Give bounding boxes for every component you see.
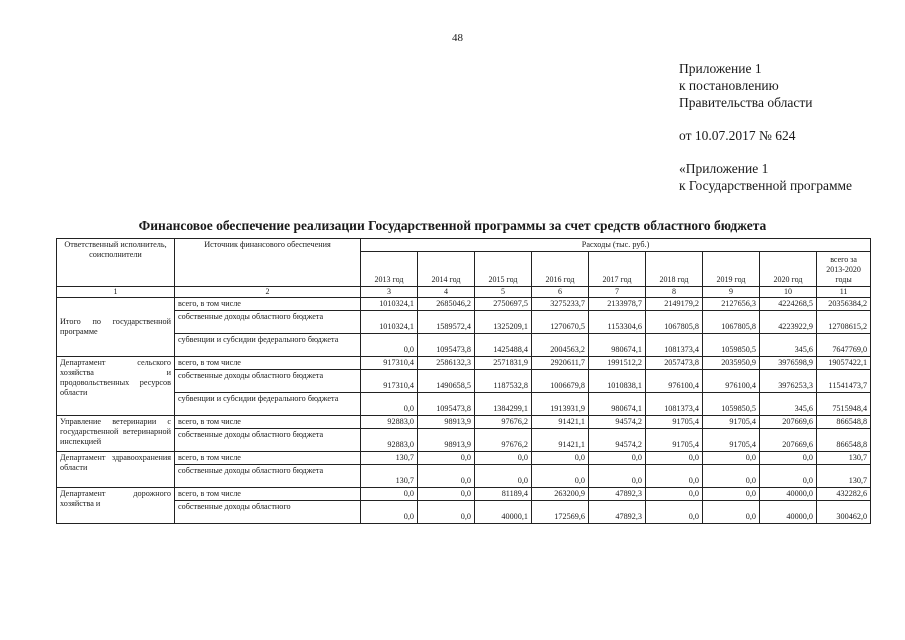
value-cell: 1425488,4 (475, 334, 532, 357)
value-cell: 2057473,8 (646, 357, 703, 370)
value-cell: 0,0 (532, 465, 589, 488)
value-cell: 1010324,1 (361, 298, 418, 311)
value-cell: 1325209,1 (475, 311, 532, 334)
value-cell: 92883,0 (361, 416, 418, 429)
table-row (57, 334, 871, 357)
source-cell: субвенции и субсидии федерального бюджета (175, 334, 361, 357)
value-cell: 2035950,9 (703, 357, 760, 370)
column-index: 9 (703, 287, 760, 298)
value-cell: 2920611,7 (532, 357, 589, 370)
program-appendix (679, 160, 852, 194)
header-year: 2016 год (532, 252, 589, 287)
header-year: 2013 год (361, 252, 418, 287)
column-index: 5 (475, 287, 532, 298)
resolution-date: от 10.07.2017 № 624 (679, 128, 796, 143)
value-cell: 0,0 (703, 488, 760, 501)
value-cell: 0,0 (361, 334, 418, 357)
value-cell: 2685046,2 (418, 298, 475, 311)
value-cell: 40000,0 (760, 501, 817, 524)
value-cell: 91705,4 (646, 416, 703, 429)
value-cell: 917310,4 (361, 357, 418, 370)
value-cell: 0,0 (418, 488, 475, 501)
column-index: 10 (760, 287, 817, 298)
header-expenses: Расходы (тыс. руб.) (361, 239, 871, 252)
appendix-line: к постановлению (679, 78, 779, 93)
document-title: Финансовое обеспечение реализации Государственной программы за счет средств областного бюджета (138, 218, 767, 233)
appendix-line: «Приложение 1 (679, 161, 769, 176)
source-cell: собственные доходы областного бюджета (175, 370, 361, 393)
value-cell: 1067805,8 (703, 311, 760, 334)
total-cell: 11541473,7 (817, 370, 871, 393)
total-cell: 130,7 (817, 465, 871, 488)
column-index: 2 (175, 287, 361, 298)
value-cell: 3976598,9 (760, 357, 817, 370)
value-cell: 1067805,8 (646, 311, 703, 334)
value-cell: 98913,9 (418, 416, 475, 429)
value-cell: 2004563,2 (532, 334, 589, 357)
header-year: 2019 год (703, 252, 760, 287)
value-cell: 97676,2 (475, 429, 532, 452)
value-cell: 980674,1 (589, 393, 646, 416)
value-cell: 1059850,5 (703, 393, 760, 416)
value-cell: 2133978,7 (589, 298, 646, 311)
header-year: 2020 год (760, 252, 817, 287)
value-cell: 92883,0 (361, 429, 418, 452)
value-cell: 91705,4 (646, 429, 703, 452)
header-source: Источник финансового обеспечения (175, 239, 361, 287)
value-cell: 4224268,5 (760, 298, 817, 311)
total-cell: 300462,0 (817, 501, 871, 524)
table-row (57, 429, 871, 452)
total-cell: 432282,6 (817, 488, 871, 501)
value-cell: 91421,1 (532, 416, 589, 429)
total-cell: 19057422,1 (817, 357, 871, 370)
value-cell: 94574,2 (589, 429, 646, 452)
value-cell: 0,0 (361, 501, 418, 524)
value-cell: 1490658,5 (418, 370, 475, 393)
financing-table (56, 238, 871, 524)
value-cell: 1589572,4 (418, 311, 475, 334)
source-cell: всего, в том числе (175, 357, 361, 370)
value-cell: 1010838,1 (589, 370, 646, 393)
value-cell: 98913,9 (418, 429, 475, 452)
value-cell: 40000,0 (760, 488, 817, 501)
column-index: 1 (57, 287, 175, 298)
source-cell: всего, в том числе (175, 488, 361, 501)
source-cell: собственные доходы областного бюджета (175, 429, 361, 452)
source-cell: собственные доходы областного бюджета (175, 465, 361, 488)
value-cell: 980674,1 (589, 334, 646, 357)
value-cell: 1059850,5 (703, 334, 760, 357)
value-cell: 0,0 (361, 488, 418, 501)
table-row (57, 298, 871, 311)
value-cell: 130,7 (361, 465, 418, 488)
source-cell: всего, в том числе (175, 452, 361, 465)
value-cell: 0,0 (760, 452, 817, 465)
column-index: 4 (418, 287, 475, 298)
header-year: 2015 год (475, 252, 532, 287)
total-cell: 866548,8 (817, 429, 871, 452)
value-cell: 0,0 (760, 465, 817, 488)
value-cell: 94574,2 (589, 416, 646, 429)
value-cell: 0,0 (646, 452, 703, 465)
total-cell: 866548,8 (817, 416, 871, 429)
column-index: 6 (532, 287, 589, 298)
value-cell: 97676,2 (475, 416, 532, 429)
value-cell: 40000,1 (475, 501, 532, 524)
table-row (57, 465, 871, 488)
value-cell: 1095473,8 (418, 334, 475, 357)
value-cell: 0,0 (646, 501, 703, 524)
value-cell: 2127656,3 (703, 298, 760, 311)
executor-cell: Департамент здравоохранения области (57, 452, 175, 488)
value-cell: 4223922,9 (760, 311, 817, 334)
value-cell: 0,0 (475, 452, 532, 465)
value-cell: 1913931,9 (532, 393, 589, 416)
value-cell: 0,0 (418, 465, 475, 488)
appendix-line: к Государственной программе (679, 178, 853, 193)
header-executor: Ответственный исполнитель, соисполнители (57, 239, 175, 287)
value-cell: 0,0 (703, 452, 760, 465)
value-cell: 1081373,4 (646, 393, 703, 416)
value-cell: 2750697,5 (475, 298, 532, 311)
table-row (57, 452, 871, 465)
value-cell: 263200,9 (532, 488, 589, 501)
value-cell: 1270670,5 (532, 311, 589, 334)
value-cell: 3275233,7 (532, 298, 589, 311)
source-cell: всего, в том числе (175, 298, 361, 311)
value-cell: 0,0 (589, 452, 646, 465)
value-cell: 0,0 (589, 465, 646, 488)
table-row (57, 501, 871, 524)
value-cell: 207669,6 (760, 429, 817, 452)
value-cell: 1095473,8 (418, 393, 475, 416)
header-year: 2014 год (418, 252, 475, 287)
executor-cell: Итого по государственной программе (57, 298, 175, 357)
value-cell: 345,6 (760, 334, 817, 357)
total-cell: 12708615,2 (817, 311, 871, 334)
appendix-header (679, 60, 812, 111)
value-cell: 0,0 (475, 465, 532, 488)
value-cell: 130,7 (361, 452, 418, 465)
source-cell: всего, в том числе (175, 416, 361, 429)
value-cell: 2149179,2 (646, 298, 703, 311)
value-cell: 917310,4 (361, 370, 418, 393)
source-cell: собственные доходы областного (175, 501, 361, 524)
source-cell: собственные доходы областного бюджета (175, 311, 361, 334)
value-cell: 0,0 (646, 465, 703, 488)
page-number: 48 (452, 32, 463, 44)
value-cell: 1384299,1 (475, 393, 532, 416)
value-cell: 47892,3 (589, 501, 646, 524)
value-cell: 2586132,3 (418, 357, 475, 370)
value-cell: 1006679,8 (532, 370, 589, 393)
table-row (57, 370, 871, 393)
value-cell: 0,0 (646, 488, 703, 501)
table-row (57, 488, 871, 501)
header-year: 2018 год (646, 252, 703, 287)
value-cell: 1991512,2 (589, 357, 646, 370)
total-cell: 7647769,0 (817, 334, 871, 357)
column-index: 3 (361, 287, 418, 298)
value-cell: 81189,4 (475, 488, 532, 501)
executor-cell: Управление ветеринарии с государственной ветеринарной инспекцией (57, 416, 175, 452)
value-cell: 91705,4 (703, 416, 760, 429)
value-cell: 172569,6 (532, 501, 589, 524)
value-cell: 207669,6 (760, 416, 817, 429)
value-cell: 0,0 (532, 452, 589, 465)
value-cell: 2571831,9 (475, 357, 532, 370)
table-row (57, 393, 871, 416)
executor-cell: Департамент сельского хозяйства и продовольственных ресурсов области (57, 357, 175, 416)
column-index: 8 (646, 287, 703, 298)
header-year: 2017 год (589, 252, 646, 287)
source-cell: субвенции и субсидии федерального бюджета (175, 393, 361, 416)
total-cell: 130,7 (817, 452, 871, 465)
appendix-line: Приложение 1 (679, 61, 762, 76)
value-cell: 0,0 (418, 452, 475, 465)
column-index: 7 (589, 287, 646, 298)
value-cell: 345,6 (760, 393, 817, 416)
table-row (57, 416, 871, 429)
value-cell: 3976253,3 (760, 370, 817, 393)
value-cell: 1187532,8 (475, 370, 532, 393)
header-year: всего за 2013-2020 годы (817, 252, 871, 287)
value-cell: 976100,4 (703, 370, 760, 393)
value-cell: 1010324,1 (361, 311, 418, 334)
value-cell: 1153304,6 (589, 311, 646, 334)
value-cell: 976100,4 (646, 370, 703, 393)
table-row (57, 311, 871, 334)
value-cell: 0,0 (703, 501, 760, 524)
total-cell: 20356384,2 (817, 298, 871, 311)
executor-cell: Департамент дорожного хозяйства и (57, 488, 175, 524)
value-cell: 47892,3 (589, 488, 646, 501)
column-index: 11 (817, 287, 871, 298)
value-cell: 91421,1 (532, 429, 589, 452)
value-cell: 0,0 (703, 465, 760, 488)
value-cell: 0,0 (418, 501, 475, 524)
appendix-line: Правительства области (679, 95, 813, 110)
value-cell: 0,0 (361, 393, 418, 416)
table-row (57, 357, 871, 370)
total-cell: 7515948,4 (817, 393, 871, 416)
value-cell: 1081373,4 (646, 334, 703, 357)
value-cell: 91705,4 (703, 429, 760, 452)
